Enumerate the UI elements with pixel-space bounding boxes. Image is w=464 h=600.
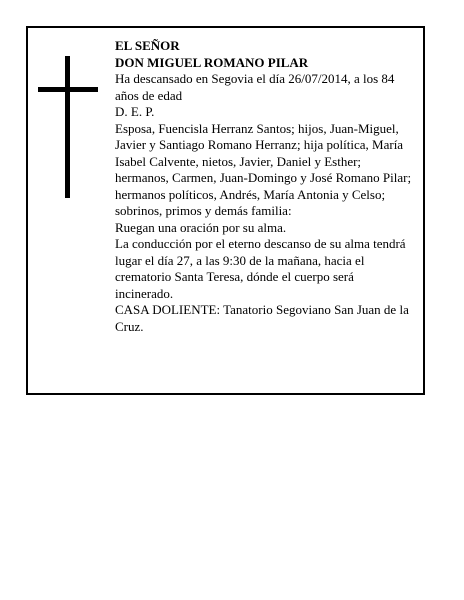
dep-text: D. E. P.: [115, 104, 155, 119]
death-info: Ha descansado en Segovia el día 26/07/2014, a los 84 años de edad: [115, 71, 395, 103]
family-list: Esposa, Fuencisla Herranz Santos; hijos, Juan-Miguel, Javier y Santiago Romano Herranz; hija política, María Isabel Calvente, nietos, Javier, Daniel y Esther; hermanos, Carmen, Juan-Domingo y José Romano Pilar; hermanos políticos, Andrés, María Antonia y Celso; sobrinos, primos y demás familia:: [115, 120, 412, 218]
prayer-request: Ruegan una oración por su alma.: [115, 219, 287, 235]
cross-horizontal-bar: [38, 87, 98, 92]
deceased-name: DON MIGUEL ROMANO PILAR: [115, 54, 309, 70]
cross-vertical-bar: [65, 56, 70, 198]
title-line-1: EL SEÑOR: [115, 38, 180, 53]
casa-doliente: CASA DOLIENTE: Tanatorio Segoviano San Juan de la Cruz.: [115, 302, 409, 334]
notice-body: [115, 38, 415, 335]
cross-icon: [38, 56, 98, 198]
conduction-info: La conducción por el eterno descanso de su alma tendrá lugar el día 27, a las 9:30 de la mañana, hacia el crematorio Santa Teresa, dónde el cuerpo será incinerado.: [115, 236, 406, 301]
obituary-notice: [26, 26, 425, 395]
